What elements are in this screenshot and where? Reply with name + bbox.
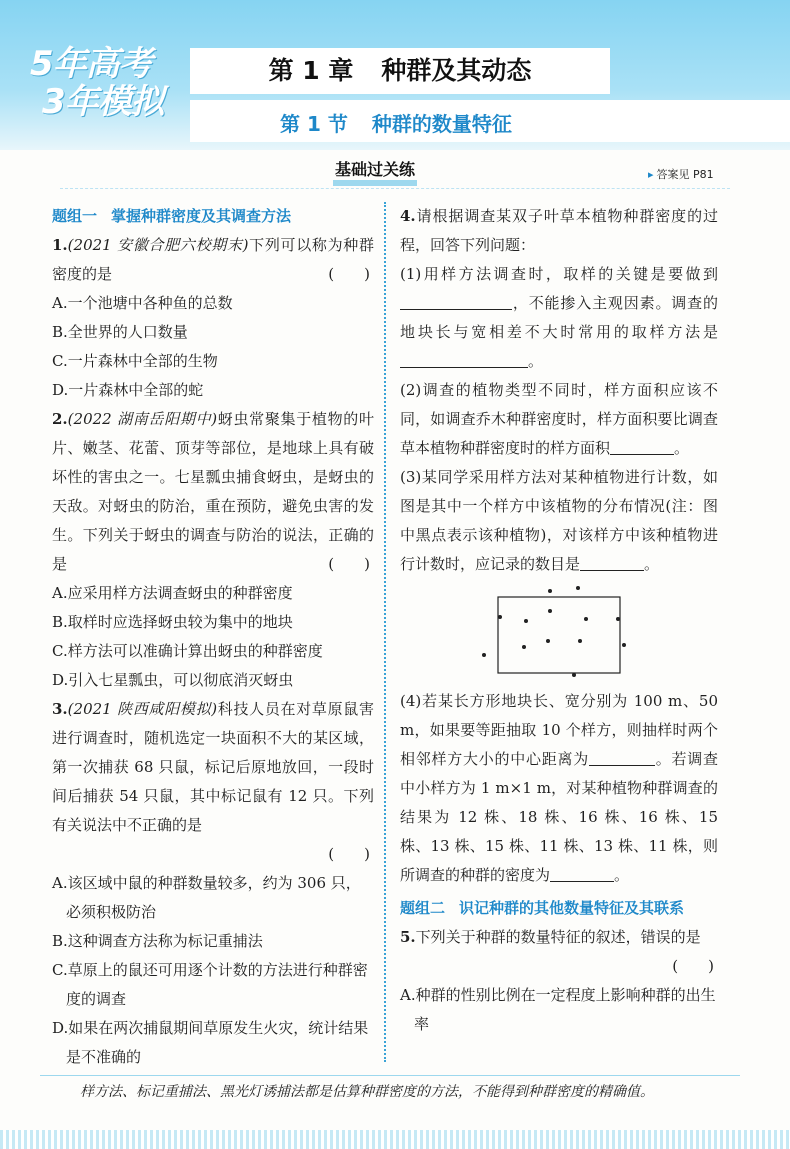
plant-dot [524,619,528,623]
part-1-text-c: 。 [528,352,544,370]
group-2-title [400,894,718,923]
part-4-text-a: (4)若某长方形地块长、宽分别为 100 m、50 m，如果要等距抽取 10 个样方，则抽样时两个相邻样方大小的中心距离为 [400,692,718,768]
plant-dot [548,589,552,593]
footer-stripe [0,1130,790,1149]
q1-option-b: B.全世界的人口数量 [52,323,188,341]
question-2 [52,405,374,579]
chapter-number: 第 1 章 [268,56,354,85]
part-3-text-a: (3)某同学采用样方法对某种植物进行计数，如图是其中一个样方中该植物的分布情况(注：图中黑点表示该种植物)，对该样方中该种植物进行计数时，应记录的数目是 [400,468,718,573]
answer-bracket[interactable]: ( ) [328,555,370,573]
question-4-part-4 [400,687,718,890]
group-1-label: 题组一 [52,207,98,225]
question-4-part-1 [400,260,718,376]
question-2-number: 2. [52,410,68,428]
plant-dot [616,617,620,621]
question-5 [400,923,718,952]
section-name: 种群的数量特征 [371,112,512,136]
part-4-text-c: 。 [614,866,630,884]
question-5-number: 5. [400,928,416,946]
question-3-source: (2021 陕西咸阳模拟) [67,700,218,718]
section-number: 第 1 节 [280,112,348,136]
q2-option-a: A.应采用样方法调查蚜虫的种群密度 [52,584,293,602]
question-4 [400,202,718,260]
section-title [280,108,512,137]
q3-option-d: D.如果在两次捕鼠期间草原发生火灾，统计结果是不准确的 [52,1019,369,1066]
quadrat-diagram [400,585,718,683]
q5-option-a: A.种群的性别比例在一定程度上影响种群的出生率 [400,986,716,1033]
q2-option-b: B.取样时应选择蚜虫较为集中的地块 [52,613,293,631]
plant-dot [522,645,526,649]
question-1-source: (2021 安徽合肥六校期末) [67,236,249,254]
answer-bracket[interactable]: ( ) [672,957,714,975]
q1-option-c: C.一片森林中全部的生物 [52,352,218,370]
brand-line-1: 5年高考 [30,44,152,84]
answer-blank[interactable] [610,436,674,455]
q3-option-c: C.草原上的鼠还可用逐个计数的方法进行种群密度的调查 [52,961,368,1008]
quadrat-boundary [498,597,620,673]
part-2-text-b: 。 [674,439,690,457]
plant-dot [572,673,576,677]
plant-dot [622,643,626,647]
plant-dot [578,639,582,643]
group-2-label: 题组二 [400,899,446,917]
answer-blank[interactable] [400,349,528,368]
chapter-name: 种群及其动态 [381,56,532,85]
part-1-text-a: (1)用样方法调查时，取样的关键是要做到 [400,265,718,283]
question-4-part-2 [400,376,718,463]
answer-blank[interactable] [400,291,512,310]
q3-option-a: A.该区域中鼠的种群数量较多，约为 306 只，必须积极防治 [52,874,361,921]
question-1-number: 1. [52,236,68,254]
brand-logo [30,45,180,121]
question-5-stem: 下列关于种群的数量特征的叙述，错误的是 [415,928,701,946]
question-1 [52,231,374,289]
right-column [400,202,718,1039]
q2-option-c: C.样方法可以准确计算出蚜虫的种群密度 [52,642,323,660]
basic-practice-title: 基础过关练 [333,160,417,186]
part-1-text-b: ，不能掺入主观因素。调查的地块长与宽相差不大时常用的取样方法是 [400,294,718,341]
q1-option-d: D.一片森林中全部的蛇 [52,381,204,399]
tip-note [40,1075,740,1107]
part-3-text-b: 。 [644,555,660,573]
question-3-number: 3. [52,700,68,718]
answer-blank[interactable] [589,747,655,766]
answer-reference: ▸ 答案见 P81 [648,166,714,182]
answer-blank[interactable] [580,552,644,571]
plant-dot [584,617,588,621]
plant-dot [546,639,550,643]
q1-option-a: A.一个池塘中各种鱼的总数 [52,294,233,312]
left-column [52,202,374,1072]
brand-line-2: 3年模拟 [42,82,164,122]
question-1-stem: 下列可以称为种群密度的是 [52,236,374,283]
plant-dot [482,653,486,657]
answer-bracket[interactable]: ( ) [328,845,370,863]
tip-note-text: 样方法、标记重捕法、黑光灯诱捕法都是估算种群密度的方法，不能得到种群密度的精确值。 [80,1084,654,1100]
group-1-name: 掌握种群密度及其调查方法 [111,207,292,225]
plant-dot [548,609,552,613]
question-2-source: (2022 湖南岳阳期中) [67,410,218,428]
q3-option-b: B.这种调查方法称为标记重捕法 [52,932,263,950]
plant-dot [576,586,580,590]
q2-option-d: D.引入七星瓢虫，可以彻底消灭蚜虫 [52,671,294,689]
question-3-stem: 科技人员在对草原鼠害进行调查时，随机选定一块面积不大的某区域，第一次捕获 68 只鼠，标记后原地放回，一段时间后捕获 54 只鼠，其中标记鼠有 12 只。下列有关说法中不正确的是 [52,700,374,834]
column-divider [384,202,386,1062]
part-4-text-b: 。若调查中小样方为 1 m×1 m，对某种植物种群调查的结果为 12 株、18 株、16 株、16 株、15 株、13 株、15 株、11 株、13 株、11 株，则所调查的种群的密度为 [400,750,718,884]
question-4-number: 4. [400,207,416,225]
answer-blank[interactable] [550,863,614,882]
part-2-text-a: (2)调查的植物类型不同时，样方面积应该不同，如调查乔木种群密度时，样方面积要比调查草本植物种群密度时的样方面积 [400,381,718,457]
question-4-stem: 请根据调查某双子叶草本植物种群密度的过程，回答下列问题： [400,207,718,254]
question-5-bracket-line [400,952,718,981]
quadrat-figure [400,585,718,683]
question-3-bracket-line [52,840,374,869]
question-3 [52,695,374,840]
chapter-title [190,48,610,94]
question-2-stem: 蚜虫常聚集于植物的叶片、嫩茎、花蕾、顶芽等部位，是地球上具有破坏性的害虫之一。七星瓢虫捕食蚜虫，是蚜虫的天敌。对蚜虫的防治，重在预防，避免虫害的发生。下列关于蚜虫的调查与防治的说法，正确的是 [52,410,374,573]
plant-dot [498,615,502,619]
group-1-title [52,202,374,231]
group-2-name: 识记种群的其他数量特征及其联系 [459,899,685,917]
answer-bracket[interactable]: ( ) [328,265,370,283]
question-4-part-3 [400,463,718,579]
